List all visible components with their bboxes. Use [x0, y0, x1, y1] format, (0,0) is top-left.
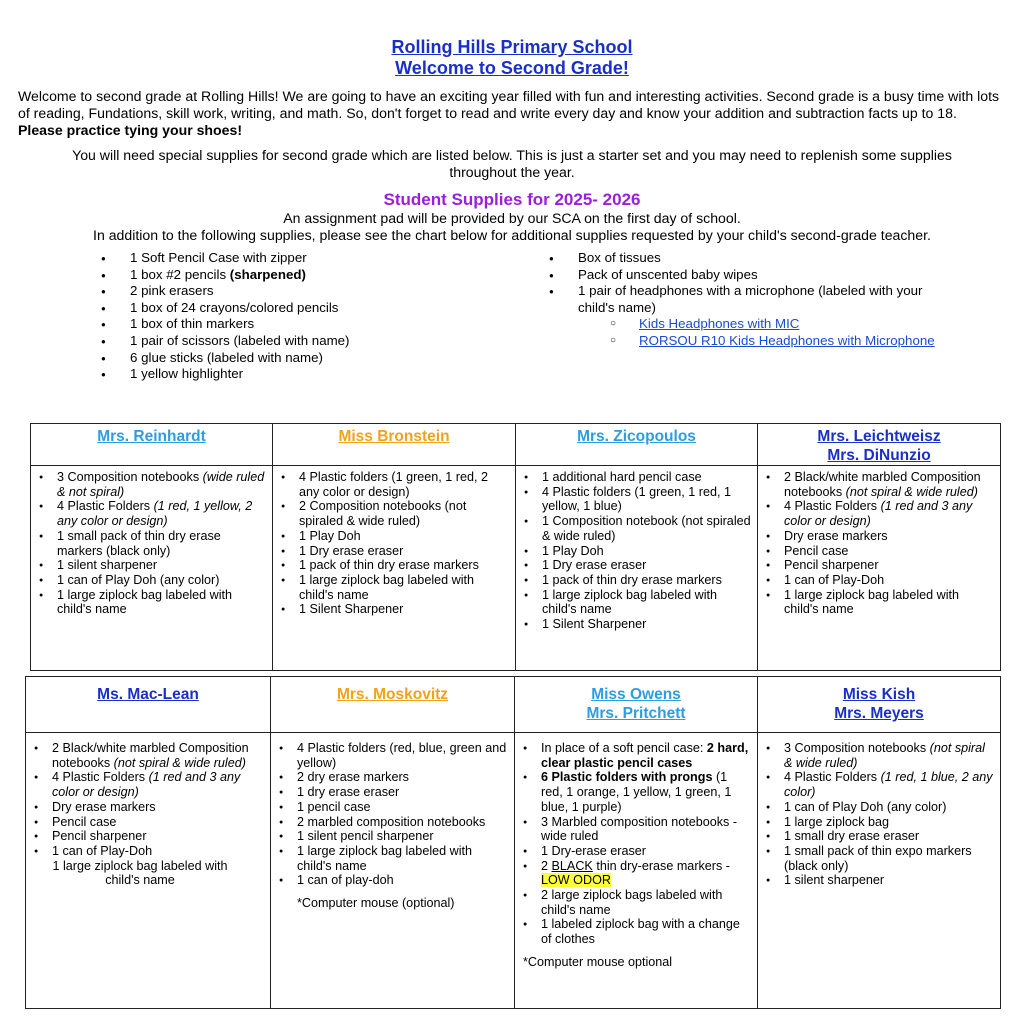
- extra-item: 1 large ziplock bag labeled with child's name: [52, 858, 228, 888]
- teacher-supplies: [273, 466, 516, 671]
- supply-list: [271, 733, 514, 888]
- intro-bold-text: Please practice tying your shoes!: [18, 122, 243, 138]
- teacher-header: [515, 677, 758, 733]
- item-italic: (1 red and 3 any color or design): [784, 499, 973, 529]
- list-item: ● 1 small dry erase eraser: [766, 829, 994, 844]
- list-item: [39, 470, 266, 499]
- list-item: ● 1 box of 24 crayons/colored pencils: [101, 300, 350, 317]
- list-item: [766, 499, 994, 528]
- link-list-wrapper: [549, 316, 959, 349]
- list-item: ● Pencil sharpener: [34, 829, 264, 844]
- item-text: 4 Plastic Folders: [57, 499, 151, 514]
- list-item: ● 1 large ziplock bag labeled with child's name: [279, 844, 508, 873]
- link-text[interactable]: RORSOU R10 Kids Headphones with Microphone: [639, 332, 935, 348]
- teacher-header: [26, 677, 271, 733]
- supply-list: [273, 466, 515, 617]
- list-item: ● Pencil case: [766, 544, 994, 559]
- teacher-name: Miss Bronstein: [338, 428, 450, 445]
- list-item: ● 1 large ziplock bag labeled with child's name: [766, 588, 994, 617]
- list-item: ● 1 Composition notebook (not spiraled & wide ruled): [524, 514, 751, 543]
- item-italic: (1 red and 3 any color or design): [52, 770, 241, 800]
- list-item: ● Dry erase markers: [34, 800, 264, 815]
- teacher-supplies: [271, 733, 515, 1009]
- list-item: ● 1 small pack of thin dry erase markers (black only): [39, 529, 266, 558]
- supply-list: [26, 733, 270, 859]
- list-item: ● 4 Plastic folders (1 green, 1 red, 1 yellow, 1 blue): [524, 485, 751, 514]
- item-bold: 6 Plastic folders: [541, 770, 642, 785]
- teacher-name-2: Mrs. DiNunzio: [827, 447, 931, 464]
- list-item: ● 1 pair of scissors (labeled with name): [101, 333, 350, 350]
- list-item: ● 1 large ziplock bag labeled with child's name: [39, 588, 266, 617]
- teacher-name: Ms. Mac-Lean: [97, 686, 199, 703]
- list-item: ● 4 Plastic folders (red, blue, green and yellow): [279, 741, 508, 770]
- list-item: [523, 859, 751, 888]
- item-italic: (wide ruled & not spiral): [57, 470, 265, 499]
- highlight-low-odor: LOW ODOR: [541, 873, 611, 888]
- list-item: ● 1 dry erase eraser: [279, 785, 508, 800]
- item-text: In place of a soft pencil case:: [541, 741, 707, 755]
- teacher-name: Mrs. Reinhardt: [97, 428, 206, 445]
- teacher-name: Miss Owens: [591, 686, 681, 703]
- list-item: ● 1 can of Play Doh (any color): [766, 800, 994, 815]
- list-item: ● 1 can of play-doh: [279, 873, 508, 888]
- item-text: 4 Plastic Folders: [784, 499, 878, 514]
- list-item: ● 1 Play Doh: [281, 529, 509, 544]
- list-item: [766, 470, 994, 499]
- teacher-header: [516, 424, 758, 466]
- item-bold: 2 hard, clear plastic pencil cases: [541, 741, 749, 770]
- list-item: ● Box of tissues: [549, 250, 959, 267]
- list-item: ● 1 box of thin markers: [101, 316, 350, 333]
- list-item: ● 1 yellow highlighter: [101, 366, 350, 383]
- chart-note: In addition to the following supplies, please see the chart below for additional supplies requested by your child's second-grade teacher.: [93, 227, 931, 243]
- list-item: ● 2 dry erase markers: [279, 770, 508, 785]
- item-bold: with prongs: [641, 770, 713, 785]
- list-item: ● 1 pencil case: [279, 800, 508, 815]
- list-item: ● 6 glue sticks (labeled with name): [101, 350, 350, 367]
- general-supplies: [0, 250, 1024, 392]
- item-text: (1 red, 1 orange, 1 yellow, 1 green, 1 blue, 1 purple): [541, 770, 732, 814]
- teacher-header: [758, 424, 1001, 466]
- list-item: [34, 770, 264, 799]
- teacher-header: [271, 677, 515, 733]
- supply-list: [758, 466, 1000, 617]
- teacher-supplies: [516, 466, 758, 671]
- intro-text: Welcome to second grade at Rolling Hills! We are going to have an exciting year filled with fun and interesting activities. Second grade is a busy time with lots of reading, Fundations, skill work, writing, and math. So, don't forget to read and write every day and know your addition and subtraction facts up to 18.: [18, 88, 1000, 121]
- item-text: thin dry-erase markers -: [592, 858, 730, 873]
- list-item: ● 2 marbled composition notebooks: [279, 815, 508, 830]
- list-item: ● 1 large ziplock bag: [766, 815, 994, 830]
- teacher-table-2: [25, 676, 1001, 1009]
- list-item: ● 3 Marbled composition notebooks - wide ruled: [523, 815, 751, 844]
- teacher-supplies: [758, 733, 1001, 1009]
- item-text: 2 Black/white marbled Composition notebooks: [784, 470, 981, 499]
- list-item: ● 2 Composition notebooks (not spiraled & wide ruled): [281, 499, 509, 528]
- teacher-table-1: [30, 423, 1001, 671]
- list-item: ● Pack of unscented baby wipes: [549, 267, 959, 284]
- item-text: 2: [541, 858, 552, 873]
- list-item: [523, 770, 751, 814]
- list-item: [101, 267, 350, 284]
- list-item: ● 1 large ziplock bag labeled with child's name: [524, 588, 751, 617]
- item-italic: (not spiral & wide ruled): [845, 484, 978, 499]
- item-underline: BLACK: [551, 858, 593, 873]
- item-text: 4 Plastic Folders: [52, 770, 146, 785]
- teacher-supplies: [26, 733, 271, 1009]
- supplies-note: You will need special supplies for second grade which are listed below. This is just a starter set and you may need to replenish some supplies throughout the year.: [72, 147, 952, 180]
- list-item: ● 1 additional hard pencil case: [524, 470, 751, 485]
- mouse-note: *Computer mouse (optional): [297, 896, 455, 911]
- supply-list: [31, 466, 272, 617]
- list-item: ● 1 large ziplock bag labeled with child's name: [281, 573, 509, 602]
- item-italic: (not spiral & wide ruled): [113, 755, 246, 770]
- supply-list: [515, 733, 757, 947]
- list-item: ● 1 silent sharpener: [39, 558, 266, 573]
- list-item: ● Pencil sharpener: [766, 558, 994, 573]
- list-item: ● 1 can of Play Doh (any color): [39, 573, 266, 588]
- teacher-name-2: Mrs. Pritchett: [586, 705, 686, 722]
- intro-paragraph: [18, 88, 1004, 139]
- list-item: ● 2 large ziplock bags labeled with child's name: [523, 888, 751, 917]
- headphone-links: [549, 316, 959, 349]
- list-item: ● Dry erase markers: [766, 529, 994, 544]
- welcome-heading: Welcome to Second Grade!: [395, 58, 629, 78]
- item-text: 3 Composition notebooks: [784, 741, 927, 755]
- item-text: 1 pair of headphones with a microphone (labeled with your child's name): [578, 283, 923, 315]
- teacher-header: [31, 424, 273, 466]
- teacher-supplies: [515, 733, 758, 1009]
- item-italic: (1 red, 1 yellow, 2 any color or design): [57, 499, 253, 529]
- teacher-name: Mrs. Zicopoulos: [577, 428, 696, 445]
- item-text: 1 box #2 pencils: [130, 266, 230, 282]
- teacher-supplies: [31, 466, 273, 671]
- right-supply-list: [549, 250, 959, 350]
- list-item: ● 1 Dry erase eraser: [281, 544, 509, 559]
- link-text[interactable]: Kids Headphones with MIC: [639, 316, 800, 332]
- supplies-title: Student Supplies for 2025- 2026: [383, 190, 641, 209]
- list-item: ● 1 Silent Sharpener: [524, 617, 751, 632]
- teacher-name: Mrs. Leichtweisz: [817, 428, 941, 445]
- list-item: ● 1 pack of thin dry erase markers: [281, 558, 509, 573]
- teacher-name: Miss Kish: [842, 686, 916, 703]
- list-item: ● 1 labeled ziplock bag with a change of clothes: [523, 917, 751, 946]
- item-text: 2 Black/white marbled Composition notebooks: [52, 741, 249, 770]
- list-item: [766, 770, 994, 799]
- list-item: [34, 741, 264, 770]
- teacher-header: [758, 677, 1001, 733]
- list-item: ● 1 can of Play-Doh: [34, 844, 264, 859]
- teacher-name: Mrs. Moskovitz: [336, 686, 449, 703]
- list-item: ● 1 Play Doh: [524, 544, 751, 559]
- list-item: ● Pencil case: [34, 815, 264, 830]
- list-item: [523, 741, 751, 770]
- left-supply-list: [101, 250, 350, 383]
- list-item: [549, 283, 959, 316]
- item-italic: (not spiral & wide ruled): [784, 741, 985, 770]
- list-item: ● 1 small pack of thin expo markers (black only): [766, 844, 994, 873]
- list-item: ● 2 pink erasers: [101, 283, 350, 300]
- headphones-link-2[interactable]: [639, 333, 939, 350]
- list-item: [39, 499, 266, 528]
- supply-list: [516, 466, 757, 632]
- list-item: ● 1 Dry-erase eraser: [523, 844, 751, 859]
- mouse-note: *Computer mouse optional: [523, 954, 673, 969]
- assignment-pad-note: An assignment pad will be provided by our SCA on the first day of school.: [283, 210, 741, 226]
- teacher-supplies: [758, 466, 1001, 671]
- teacher-name-2: Mrs. Meyers: [834, 705, 924, 722]
- list-item: [766, 741, 994, 770]
- item-text: 3 Composition notebooks: [57, 470, 200, 484]
- list-item: ● 1 silent pencil sharpener: [279, 829, 508, 844]
- item-bold: (sharpened): [229, 266, 306, 282]
- list-item: ● 1 Dry erase eraser: [524, 558, 751, 573]
- school-name: Rolling Hills Primary School: [391, 37, 633, 57]
- headphones-link-1[interactable]: [639, 316, 959, 333]
- item-italic: (1 red, 1 blue, 2 any color): [784, 770, 993, 800]
- list-item: ● 1 Silent Sharpener: [281, 602, 509, 617]
- teacher-header: [273, 424, 516, 466]
- list-item: ● 1 silent sharpener: [766, 873, 994, 888]
- supply-list: [758, 733, 1000, 888]
- list-item: ● 1 Soft Pencil Case with zipper: [101, 250, 350, 267]
- list-item: ● 4 Plastic folders (1 green, 1 red, 2 any color or design): [281, 470, 509, 499]
- list-item: ● 1 can of Play-Doh: [766, 573, 994, 588]
- item-text: 4 Plastic Folders: [784, 770, 878, 785]
- list-item: ● 1 pack of thin dry erase markers: [524, 573, 751, 588]
